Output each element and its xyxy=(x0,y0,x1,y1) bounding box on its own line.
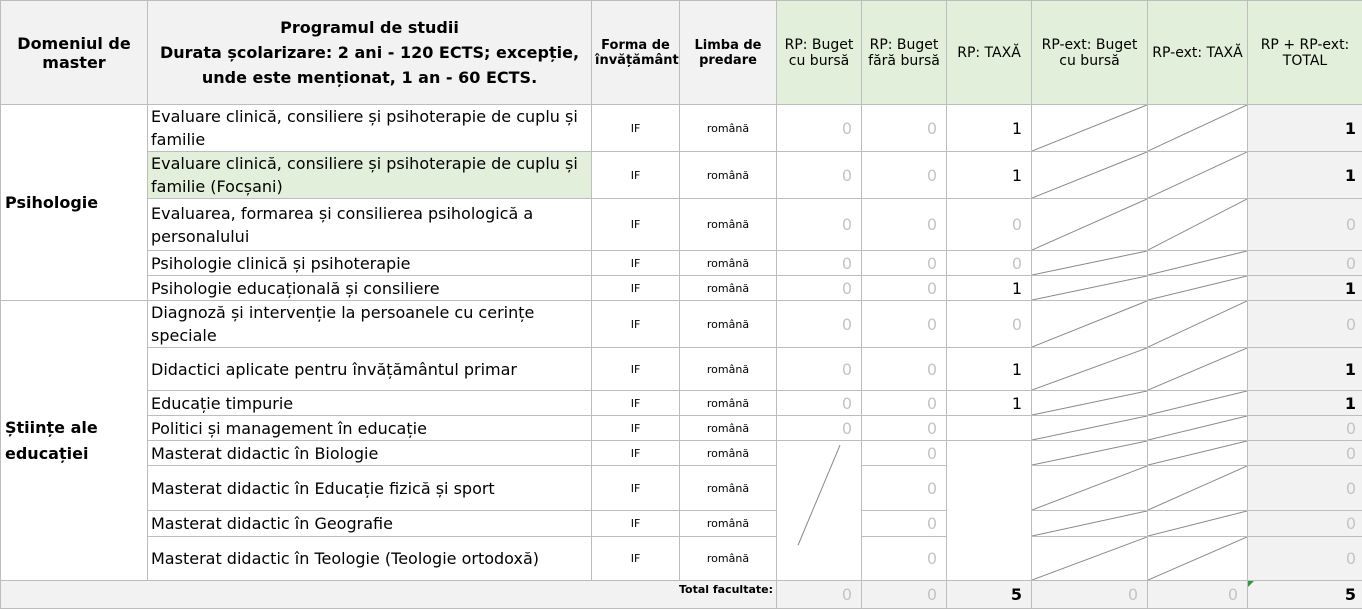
lang-cell: română xyxy=(680,441,777,466)
rpext-fee-na-cell xyxy=(1148,441,1248,466)
lang-cell: română xyxy=(680,251,777,276)
rp-budget-no-scholarship-cell: 0 xyxy=(862,251,947,276)
rpext-budget-na-cell xyxy=(1032,441,1148,466)
total-rp-budget-scholarship: 0 xyxy=(777,581,862,609)
rp-budget-no-scholarship-cell: 0 xyxy=(862,466,947,511)
program-name: Psihologie clinică și psihoterapie xyxy=(148,251,592,276)
rpext-budget-na-cell xyxy=(1032,466,1148,511)
total-cell: 0 xyxy=(1248,251,1362,276)
totals-label: Total facultate: xyxy=(1,581,777,609)
table-row xyxy=(1,537,1362,581)
rp-budget-scholarship-na-cell xyxy=(777,441,862,581)
form-cell: IF xyxy=(592,537,680,581)
program-name: Psihologie educațională și consiliere xyxy=(148,276,592,301)
total-cell: 0 xyxy=(1248,416,1362,441)
domain-cell: Psihologie xyxy=(1,105,148,301)
rp-budget-scholarship-cell: 0 xyxy=(777,199,862,251)
rp-fee-empty-cell xyxy=(947,441,1032,581)
lang-cell: română xyxy=(680,511,777,537)
total-rpext-budget-scholarship: 0 xyxy=(1032,581,1148,609)
header-rpext-fee: RP-ext: TAXĂ xyxy=(1148,1,1248,105)
rp-budget-scholarship-cell: 0 xyxy=(777,416,862,441)
rpext-fee-na-cell xyxy=(1148,251,1248,276)
table-row xyxy=(1,199,1362,251)
grand-total xyxy=(1248,581,1362,609)
program-name: Educație timpurie xyxy=(148,391,592,416)
rpext-budget-na-cell xyxy=(1032,416,1148,441)
rp-budget-no-scholarship-cell: 0 xyxy=(862,348,947,391)
rp-budget-no-scholarship-cell: 0 xyxy=(862,199,947,251)
rp-budget-no-scholarship-cell: 0 xyxy=(862,511,947,537)
rp-fee-cell: 0 xyxy=(947,301,1032,348)
form-cell: IF xyxy=(592,301,680,348)
lang-cell: română xyxy=(680,276,777,301)
total-cell: 1 xyxy=(1248,152,1362,199)
rpext-fee-na-cell xyxy=(1148,466,1248,511)
total-cell: 0 xyxy=(1248,199,1362,251)
lang-cell: română xyxy=(680,301,777,348)
totals-row xyxy=(1,581,1362,609)
total-cell: 0 xyxy=(1248,301,1362,348)
table-row xyxy=(1,416,1362,441)
program-name: Masterat didactic în Geografie xyxy=(148,511,592,537)
rp-fee-cell: 1 xyxy=(947,391,1032,416)
rp-fee-empty-cell xyxy=(947,416,1032,441)
rpext-budget-na-cell xyxy=(1032,199,1148,251)
header-lang: Limba de predare xyxy=(680,1,777,105)
rp-fee-cell: 1 xyxy=(947,348,1032,391)
lang-cell: română xyxy=(680,105,777,152)
rp-budget-no-scholarship-cell: 0 xyxy=(862,276,947,301)
header-program: Programul de studii Durata școlarizare: 2 ani - 120 ECTS; excepție, unde este menționat, 1 an - 60 ECTS. xyxy=(148,1,592,105)
rp-fee-cell: 0 xyxy=(947,251,1032,276)
total-rp-budget-no-scholarship: 0 xyxy=(862,581,947,609)
rp-fee-cell: 1 xyxy=(947,276,1032,301)
lang-cell: română xyxy=(680,391,777,416)
table-row xyxy=(1,511,1362,537)
total-rp-fee: 5 xyxy=(947,581,1032,609)
rpext-fee-na-cell xyxy=(1148,511,1248,537)
rp-budget-no-scholarship-cell: 0 xyxy=(862,537,947,581)
rpext-fee-na-cell xyxy=(1148,301,1248,348)
table-row xyxy=(1,152,1362,199)
rp-fee-cell: 1 xyxy=(947,105,1032,152)
rp-budget-scholarship-cell: 0 xyxy=(777,301,862,348)
total-cell: 1 xyxy=(1248,105,1362,152)
program-name: Politici și management în educație xyxy=(148,416,592,441)
header-rpext-budget-scholarship: RP-ext: Buget cu bursă xyxy=(1032,1,1148,105)
table-row xyxy=(1,466,1362,511)
grand-total-value: 5 xyxy=(1345,585,1356,604)
rpext-budget-na-cell xyxy=(1032,348,1148,391)
comment-marker xyxy=(1248,581,1254,587)
program-name: Masterat didactic în Teologie (Teologie ortodoxă) xyxy=(148,537,592,581)
program-name: Evaluare clinică, consiliere și psihoterapie de cuplu și familie (Focșani) xyxy=(148,152,592,199)
header-domain: Domeniul de master xyxy=(1,1,148,105)
rpext-fee-na-cell xyxy=(1148,276,1248,301)
rpext-fee-na-cell xyxy=(1148,348,1248,391)
program-name: Masterat didactic în Educație fizică și sport xyxy=(148,466,592,511)
rp-budget-scholarship-cell: 0 xyxy=(777,105,862,152)
table-row xyxy=(1,391,1362,416)
table-row xyxy=(1,301,1362,348)
form-cell: IF xyxy=(592,441,680,466)
table-row xyxy=(1,251,1362,276)
form-cell: IF xyxy=(592,416,680,441)
rpext-budget-na-cell xyxy=(1032,251,1148,276)
rp-budget-scholarship-cell: 0 xyxy=(777,348,862,391)
header-rp-budget-scholarship: RP: Buget cu bursă xyxy=(777,1,862,105)
form-cell: IF xyxy=(592,152,680,199)
total-cell: 1 xyxy=(1248,391,1362,416)
lang-cell: română xyxy=(680,537,777,581)
rp-budget-scholarship-cell: 0 xyxy=(777,251,862,276)
total-cell: 0 xyxy=(1248,537,1362,581)
form-cell: IF xyxy=(592,348,680,391)
rp-budget-no-scholarship-cell: 0 xyxy=(862,441,947,466)
rp-budget-no-scholarship-cell: 0 xyxy=(862,105,947,152)
program-name: Evaluare clinică, consiliere și psihoterapie de cuplu și familie xyxy=(148,105,592,152)
lang-cell: română xyxy=(680,348,777,391)
rp-fee-cell: 0 xyxy=(947,199,1032,251)
rpext-fee-na-cell xyxy=(1148,537,1248,581)
rpext-fee-na-cell xyxy=(1148,152,1248,199)
program-name: Masterat didactic în Biologie xyxy=(148,441,592,466)
form-cell: IF xyxy=(592,511,680,537)
rpext-budget-na-cell xyxy=(1032,537,1148,581)
rpext-budget-na-cell xyxy=(1032,276,1148,301)
lang-cell: română xyxy=(680,466,777,511)
rpext-fee-na-cell xyxy=(1148,199,1248,251)
total-cell: 1 xyxy=(1248,276,1362,301)
form-cell: IF xyxy=(592,276,680,301)
header-rp-budget-no-scholarship: RP: Buget fără bursă xyxy=(862,1,947,105)
total-cell: 0 xyxy=(1248,466,1362,511)
rpext-budget-na-cell xyxy=(1032,511,1148,537)
header-total: RP + RP-ext: TOTAL xyxy=(1248,1,1362,105)
rpext-fee-na-cell xyxy=(1148,391,1248,416)
rpext-budget-na-cell xyxy=(1032,301,1148,348)
program-name: Evaluarea, formarea și consilierea psihologică a personalului xyxy=(148,199,592,251)
rpext-budget-na-cell xyxy=(1032,152,1148,199)
form-cell: IF xyxy=(592,199,680,251)
rp-budget-no-scholarship-cell: 0 xyxy=(862,152,947,199)
rp-budget-no-scholarship-cell: 0 xyxy=(862,301,947,348)
rp-budget-scholarship-cell: 0 xyxy=(777,391,862,416)
form-cell: IF xyxy=(592,466,680,511)
lang-cell: română xyxy=(680,416,777,441)
domain-cell: Științe ale educației xyxy=(1,301,148,581)
total-cell: 0 xyxy=(1248,511,1362,537)
form-cell: IF xyxy=(592,105,680,152)
program-name: Diagnoză și intervenție la persoanele cu cerințe speciale xyxy=(148,301,592,348)
header-form: Forma de învățământ xyxy=(592,1,680,105)
total-cell: 0 xyxy=(1248,441,1362,466)
rp-budget-scholarship-cell: 0 xyxy=(777,152,862,199)
form-cell: IF xyxy=(592,391,680,416)
rpext-fee-na-cell xyxy=(1148,416,1248,441)
lang-cell: română xyxy=(680,152,777,199)
table-row xyxy=(1,441,1362,466)
header-row xyxy=(1,1,1362,105)
table-row xyxy=(1,348,1362,391)
rpext-budget-na-cell xyxy=(1032,105,1148,152)
rpext-fee-na-cell xyxy=(1148,105,1248,152)
rpext-budget-na-cell xyxy=(1032,391,1148,416)
form-cell: IF xyxy=(592,251,680,276)
table-row xyxy=(1,276,1362,301)
header-rp-fee: RP: TAXĂ xyxy=(947,1,1032,105)
table-row xyxy=(1,105,1362,152)
rp-budget-no-scholarship-cell: 0 xyxy=(862,416,947,441)
rp-budget-scholarship-cell: 0 xyxy=(777,276,862,301)
program-name: Didactici aplicate pentru învățământul primar xyxy=(148,348,592,391)
rp-fee-cell: 1 xyxy=(947,152,1032,199)
total-rpext-fee: 0 xyxy=(1148,581,1248,609)
total-cell: 1 xyxy=(1248,348,1362,391)
lang-cell: română xyxy=(680,199,777,251)
rp-budget-no-scholarship-cell: 0 xyxy=(862,391,947,416)
